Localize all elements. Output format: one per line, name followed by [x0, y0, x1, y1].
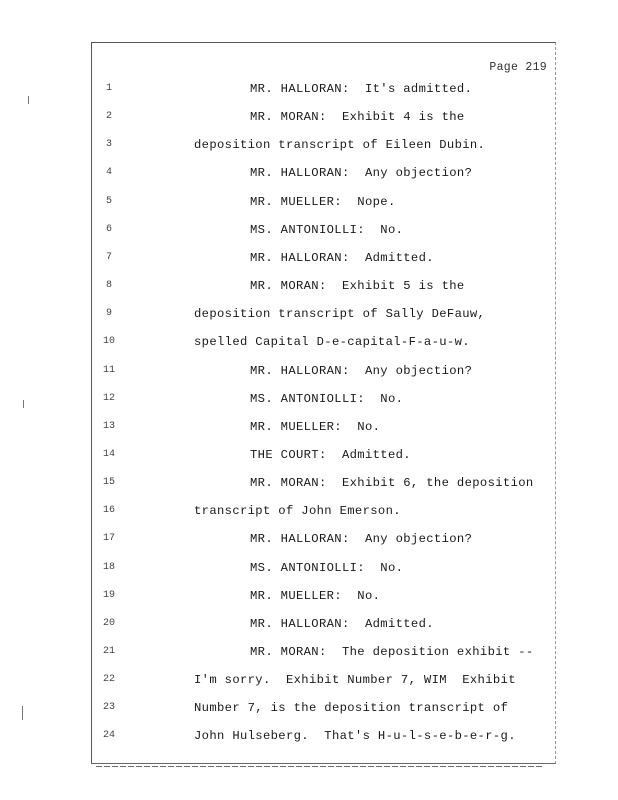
line-number: 9: [105, 308, 112, 320]
line-number: 2: [105, 111, 112, 123]
line-text: MS. ANTONIOLLI: No.: [250, 560, 404, 575]
transcript-line: [92, 363, 557, 391]
line-number: 20: [102, 617, 115, 629]
line-number: 5: [105, 195, 112, 207]
transcript-line: [92, 278, 557, 306]
line-text: MR. HALLORAN: Admitted.: [250, 250, 434, 265]
line-text: MR. MORAN: Exhibit 6, the deposition: [250, 476, 534, 491]
line-number: 8: [105, 280, 112, 292]
line-number: 14: [102, 448, 115, 460]
line-text: MR. MUELLER: Nope.: [250, 194, 396, 209]
line-text: spelled Capital D-e-capital-F-a-u-w.: [194, 335, 470, 350]
transcript-line: [92, 503, 557, 531]
line-text: MR. MUELLER: No.: [250, 419, 381, 434]
line-number: 16: [102, 505, 115, 517]
transcript-line: [92, 165, 557, 193]
line-number: 24: [102, 730, 115, 742]
transcript-line: [92, 560, 557, 588]
line-number: 1: [105, 83, 112, 94]
margin-mark: [28, 96, 29, 104]
line-number: 19: [102, 589, 115, 601]
line-text: MR. MORAN: Exhibit 4 is the: [250, 110, 465, 125]
line-text: deposition transcript of Eileen Dubin.: [194, 138, 486, 153]
transcript-line: [92, 700, 557, 728]
transcript-line: [92, 391, 557, 419]
transcript-line: [92, 137, 557, 165]
line-text: MR. HALLORAN: It's admitted.: [250, 82, 473, 96]
transcript-line: [92, 194, 557, 222]
transcript-line: [92, 306, 557, 334]
transcript-line: [92, 447, 557, 475]
line-text: THE COURT: Admitted.: [250, 447, 411, 462]
line-number: 4: [105, 167, 112, 179]
transcript-line: [92, 616, 557, 644]
transcript-line: [92, 588, 557, 616]
transcript-line: [92, 419, 557, 447]
line-text: MS. ANTONIOLLI: No.: [250, 391, 404, 406]
line-text: deposition transcript of Sally DeFauw,: [194, 307, 486, 322]
page-number: Page 219: [489, 61, 547, 74]
margin-mark: [23, 400, 24, 408]
transcript-line: [92, 250, 557, 278]
line-number: 12: [102, 392, 115, 404]
bottom-rule: [96, 766, 544, 767]
line-text: MR. HALLORAN: Admitted.: [250, 616, 434, 631]
transcript-line: [92, 728, 557, 756]
line-text: MR. HALLORAN: Any objection?: [250, 166, 473, 181]
line-number: 15: [102, 477, 115, 489]
line-number: 22: [102, 674, 115, 686]
line-number: 23: [102, 702, 115, 714]
line-text: John Hulseberg. That's H-u-l-s-e-b-e-r-g.: [194, 729, 516, 744]
line-number: 13: [102, 420, 115, 432]
transcript-line: [92, 222, 557, 250]
line-text: MR. MORAN: The deposition exhibit --: [250, 645, 534, 659]
transcript-page: [91, 42, 556, 764]
line-text: MR. MORAN: Exhibit 5 is the: [250, 279, 465, 294]
line-text: MR. HALLORAN: Any objection?: [250, 532, 473, 547]
line-text: MR. MUELLER: No.: [250, 588, 381, 603]
transcript-line: [92, 531, 557, 559]
transcript-line: [92, 81, 557, 109]
line-number: 10: [102, 336, 115, 348]
line-number: 11: [102, 364, 115, 376]
line-text: Number 7, is the deposition transcript of: [194, 701, 509, 716]
line-text: MS. ANTONIOLLI: No.: [250, 222, 404, 237]
line-number: 7: [105, 251, 112, 263]
line-number: 21: [102, 646, 115, 657]
line-text: transcript of John Emerson.: [194, 504, 401, 519]
line-text: MR. HALLORAN: Any objection?: [250, 363, 473, 378]
line-text: I'm sorry. Exhibit Number 7, WIM Exhibit: [194, 673, 516, 688]
line-number: 17: [102, 533, 115, 545]
line-number: 18: [102, 561, 115, 573]
line-number: 6: [105, 223, 112, 235]
line-number: 3: [105, 139, 112, 151]
transcript-line: [92, 109, 557, 137]
margin-mark: [22, 706, 23, 720]
transcript-line: [92, 672, 557, 700]
transcript-line: [92, 644, 557, 672]
transcript-line: [92, 475, 557, 503]
transcript-line: [92, 334, 557, 362]
